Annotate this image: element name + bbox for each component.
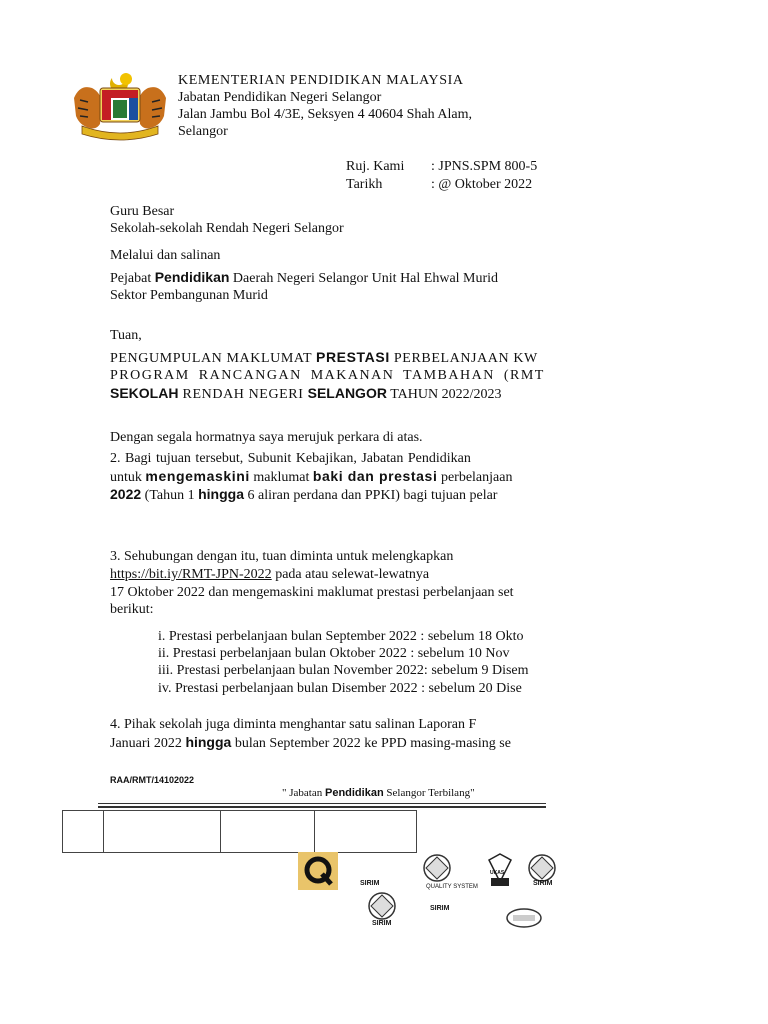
tarikh-label: Tarikh [346, 177, 383, 192]
footer-rule-bottom [98, 806, 546, 808]
paragraph-4-line-2: Januari 2022 hingga bulan September 2022 ke PPD masing-masing se [110, 734, 511, 751]
paragraph-3-line-3: 17 Oktober 2022 dan mengemaskini maklumat prestasi perbelanjaan set [110, 585, 514, 600]
address-line-2: Selangor [178, 124, 228, 139]
department-name: Jabatan Pendidikan Negeri Selangor [178, 90, 382, 105]
recipient-line-1: Guru Besar [110, 204, 175, 219]
footer-box-3 [220, 810, 316, 853]
recipient-line-2: Sekolah-sekolah Rendah Negeri Selangor [110, 221, 344, 236]
sirim-label: SIRIM [430, 905, 450, 912]
paragraph-2-line-3: 2022 (Tahun 1 hingga 6 aliran perdana dan PPKI) bagi tujuan pelar [110, 486, 498, 503]
paragraph-3-line-4: berikut: [110, 602, 154, 617]
address-line-1: Jalan Jambu Bol 4/3E, Seksyen 4 40604 Shah Alam, [178, 107, 472, 122]
list-item: iii. Prestasi perbelanjaan bulan November 2022: sebelum 9 Disem [158, 663, 529, 678]
paragraph-3-line-2: https://bit.iy/RMT-JPN-2022 pada atau selewat-lewatnya [110, 567, 430, 582]
rmt-form-link[interactable]: https://bit.iy/RMT-JPN-2022 [110, 567, 272, 582]
sirim-label: SIRIM [360, 880, 380, 887]
sirim-label: SIRIM [372, 920, 392, 927]
subject-line-1: PENGUMPULAN MAKLUMAT PRESTASI PERBELANJAAN KW [110, 349, 538, 366]
ministry-name: KEMENTERIAN PENDIDIKAN MALAYSIA [178, 73, 464, 88]
tarikh-value: : @ Oktober 2022 [431, 177, 533, 192]
ruj-label: Ruj. Kami [346, 159, 405, 174]
quality-system-label: QUALITY SYSTEM [426, 884, 478, 890]
footer-box-4 [314, 810, 417, 853]
paragraph-2-line-2: untuk mengemaskini maklumat baki dan prestasi perbelanjaan [110, 468, 513, 485]
sirim-quality-logo-icon [418, 852, 456, 888]
reference-code: RAA/RMT/14102022 [110, 775, 195, 785]
malaysia-coat-of-arms-icon [68, 70, 172, 142]
footer-box-2 [103, 810, 222, 853]
paragraph-4-line-1: 4. Pihak sekolah juga diminta menghantar satu salinan Laporan F [110, 717, 477, 732]
motto: " Jabatan Pendidikan Selangor Terbilang" [282, 787, 475, 799]
ruj-value: : JPNS.SPM 800-5 [431, 159, 538, 174]
quality-system-logo-icon [505, 907, 543, 929]
list-item: iv. Prestasi perbelanjaan bulan Disember 2022 : sebelum 20 Dise [158, 681, 522, 696]
subject-line-2: PROGRAM RANCANGAN MAKANAN TAMBAHAN (RMT [110, 368, 545, 383]
footer-box-1 [62, 810, 105, 853]
subject-line-3: SEKOLAH RENDAH NEGERI SELANGOR TAHUN 2022/2023 [110, 385, 502, 402]
paragraph-3-line-1: 3. Sehubungan dengan itu, tuan diminta untuk melengkapkan [110, 549, 454, 564]
via-line: Melalui dan salinan [110, 248, 221, 263]
paragraph-2-line-1: 2. Bagi tujuan tersebut, Subunit Kebajikan, Jabatan Pendidikan [110, 451, 471, 466]
list-item: ii. Prestasi perbelanjaan bulan Oktober 2022 : sebelum 10 Nov [158, 646, 510, 661]
footer-rule-top [98, 803, 546, 804]
quality-q-logo-icon [298, 852, 338, 890]
salutation: Tuan, [110, 328, 142, 343]
list-item: i. Prestasi perbelanjaan bulan September 2022 : sebelum 18 Okto [158, 629, 524, 644]
sirim-label: SIRIM [533, 880, 553, 887]
copy-line-1: Pejabat Pendidikan Daerah Negeri Selangor Unit Hal Ehwal Murid [110, 269, 499, 286]
ukas-label: UKAS [490, 870, 505, 876]
copy-line-2: Sektor Pembangunan Murid [110, 288, 268, 303]
paragraph-1: Dengan segala hormatnya saya merujuk perkara di atas. [110, 430, 423, 445]
